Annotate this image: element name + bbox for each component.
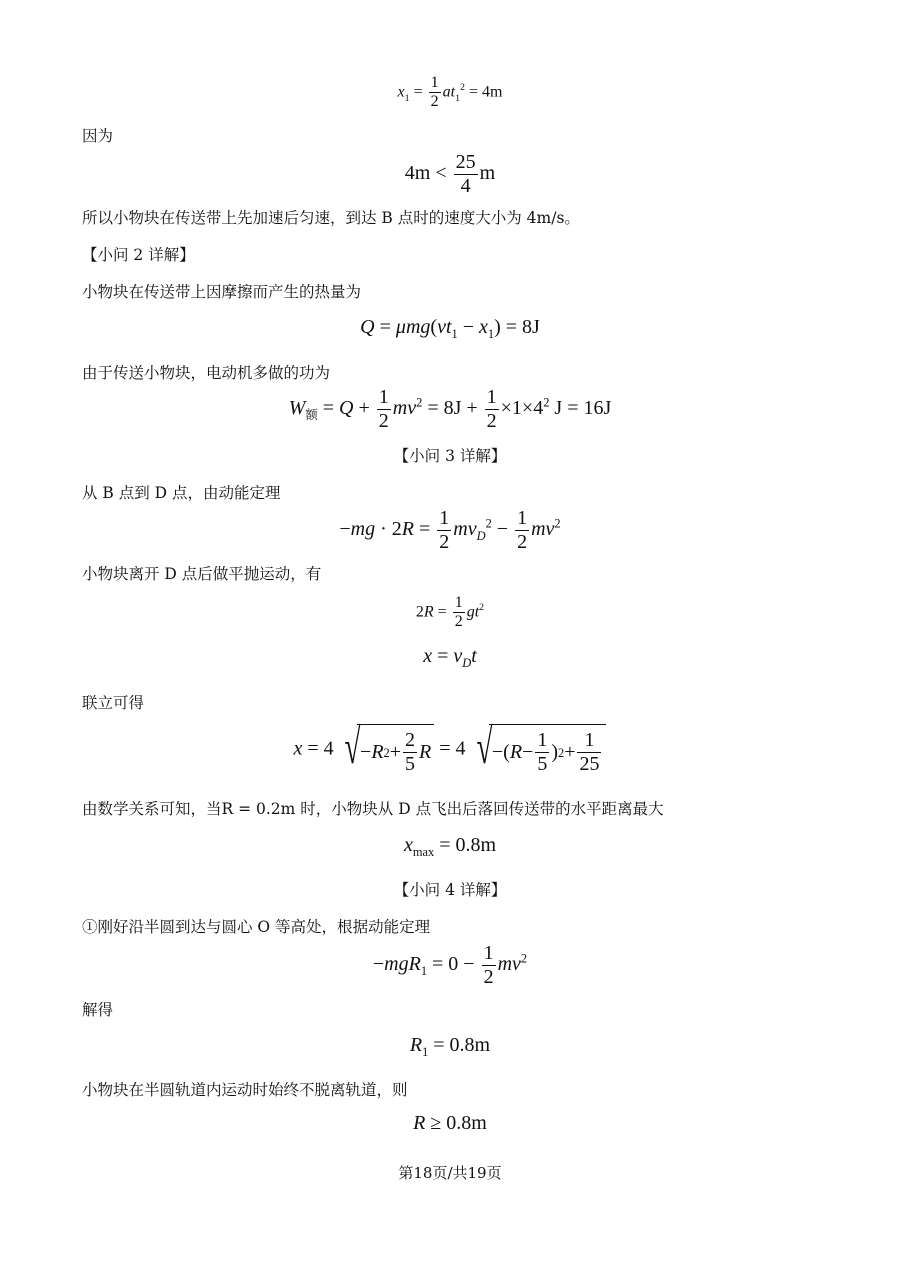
text-because: 因为: [82, 127, 114, 145]
equation-heat: $Q = \mu mg(vt_1 - x_1) = 8J$: [360, 316, 540, 341]
text-math-relation: 由数学关系可知，当R = 0.2m 时，小物块从 D 点飞出后落回传送带的水平距离最大: [82, 800, 664, 818]
equation-x1: $x_1$ = $\frac{1}{2}$ $at_1^2 = 4m$: [397, 74, 503, 111]
text-projectile: 小物块离开 D 点后做平抛运动，有: [82, 565, 322, 583]
equation-xmax: $x_{max} = 0.8m$: [403, 834, 497, 859]
equation-r1: $R_1 = 0.8m$: [409, 1034, 491, 1059]
heading-q2: 【小问 2 详解】: [82, 246, 195, 264]
heading-q4: 【小问 4 详解】: [393, 881, 507, 899]
text-heat-intro: 小物块在传送带上因摩擦而产生的热量为: [82, 283, 362, 301]
text-combine: 联立可得: [82, 694, 145, 712]
equation-energy: −mg · 2R = $\frac{1}{2}$ $mv_D^2$ − $\frac{1}{2}$ $mv^2$: [339, 507, 561, 553]
equation-compare: 4m < $\frac{25}{4}$ m: [404, 151, 496, 197]
equation-work: $W_额 = Q$ + $\frac{1}{2}$ $mv^2 = 8J$ + $\frac{1}{2}$ $\times 1\times 4^2$ J = 16J: [288, 386, 612, 432]
equation-range: $x = v_Dt$: [423, 645, 477, 670]
text-b-to-d: 从 B 点到 D 点，由动能定理: [82, 484, 281, 502]
page-footer: 第18页/共19页: [398, 1164, 502, 1182]
text-work-intro: 由于传送小物块，电动机多做的功为: [82, 364, 331, 382]
text-circle-item: ①刚好沿半圆到达与圆心 O 等高处，根据动能定理: [82, 918, 431, 936]
equation-r1-energy: −mgR$_1$ = 0 − $\frac{1}{2}$ $mv^2$: [372, 942, 528, 988]
text-solve: 解得: [82, 1001, 114, 1019]
heading-q3: 【小问 3 详解】: [393, 447, 507, 465]
text-no-detach: 小物块在半圆轨道内运动时始终不脱离轨道，则: [82, 1081, 408, 1099]
equation-r-ge: R ≥ 0.8m: [413, 1112, 487, 1134]
equation-fall: 2R = $\frac{1}{2}$ $gt^2$: [415, 594, 485, 631]
equation-combined: x = 4 √ − R 2 + $\frac{2}{5}$ R = 4 √ −( R − $\frac{1}{5}$ ) 2 + $\frac{1}{25}$: [0, 724, 900, 776]
text-so-conclusion: 所以小物块在传送带上先加速后匀速，到达 B 点时的速度大小为 4m/s。: [82, 209, 580, 227]
